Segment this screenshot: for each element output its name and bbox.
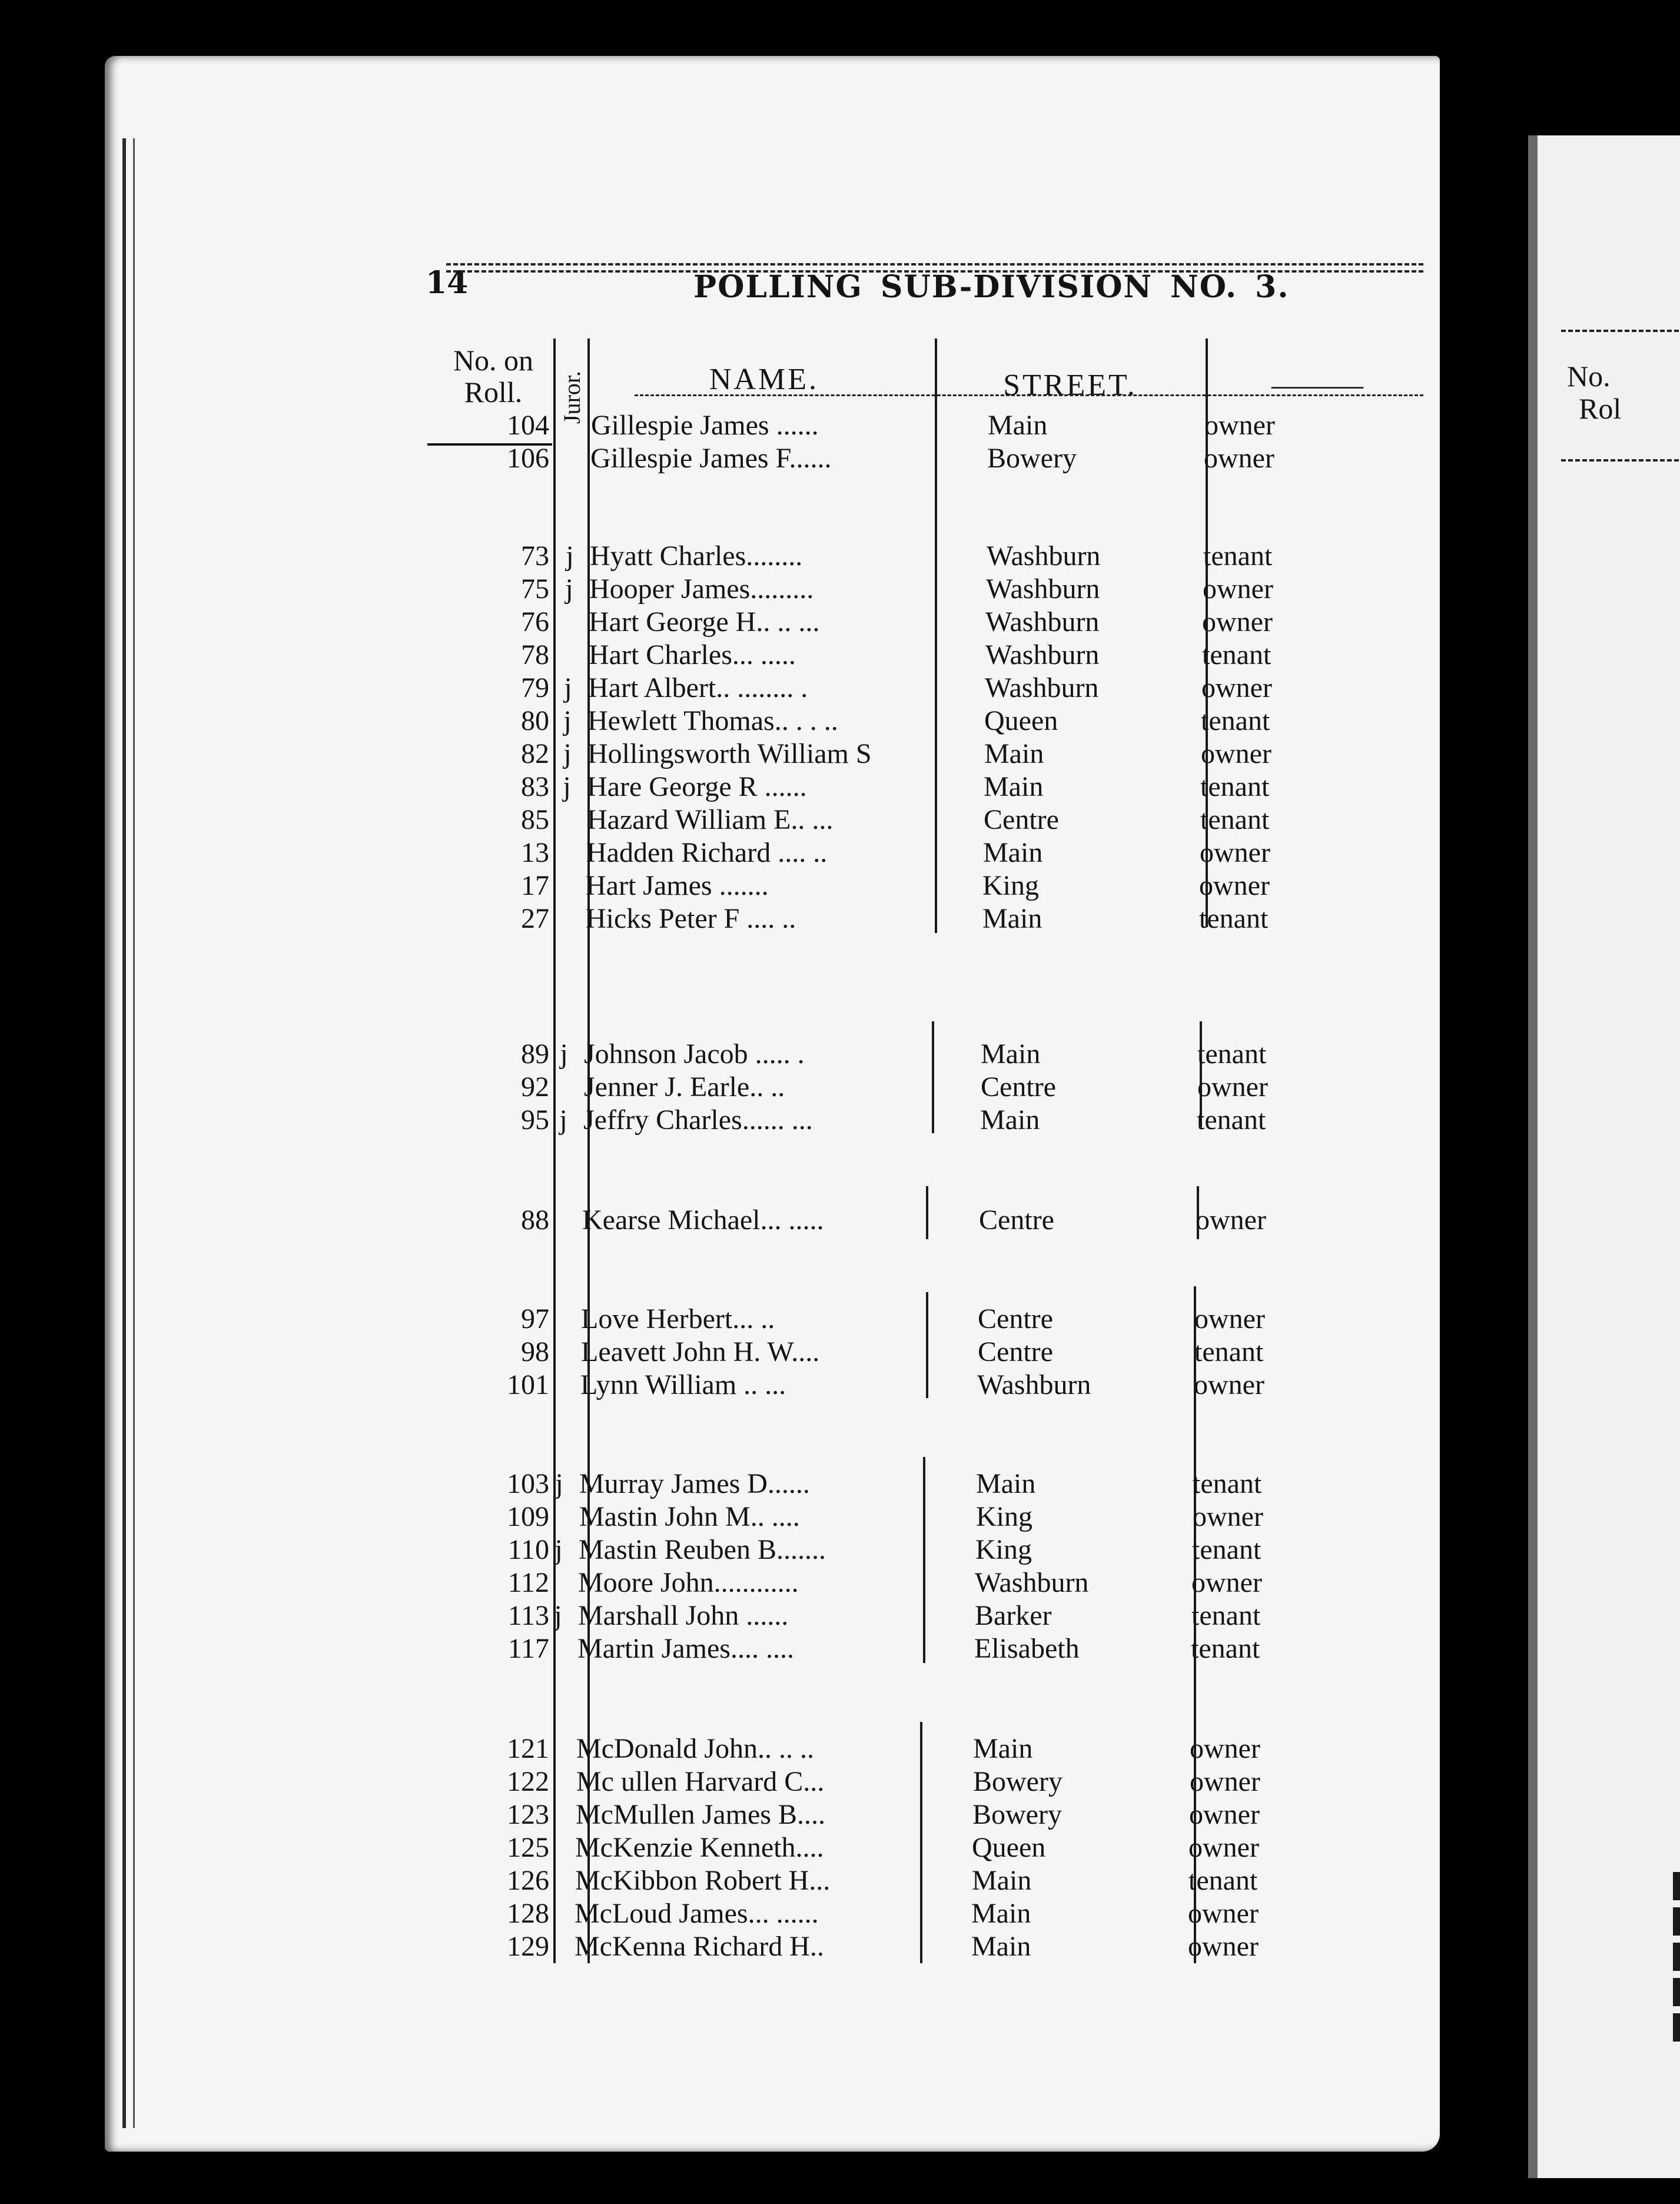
roll-number: 88: [521, 1204, 549, 1236]
roll-number: 103: [507, 1468, 549, 1499]
street-name: Barker: [975, 1600, 1052, 1631]
voter-name: Hart Charles... .....: [589, 639, 796, 671]
street-name: Bowery: [973, 1766, 1063, 1797]
table-row: [105, 442, 1440, 475]
street-name: Elisabeth: [974, 1633, 1080, 1664]
voter-name: Hyatt Charles........: [590, 540, 803, 572]
column-header-name: NAME.: [709, 363, 819, 396]
voter-name: Johnson Jacob ..... .: [584, 1038, 805, 1070]
facing-page-text: No.: [1567, 360, 1611, 393]
voter-name: Hart Albert.. ........ .: [588, 672, 808, 703]
voter-name: Murray James D......: [579, 1468, 810, 1499]
table-row: [105, 869, 1440, 902]
table-row: [105, 1566, 1440, 1599]
juror-mark: j: [564, 672, 572, 703]
table-row: [105, 540, 1440, 573]
street-name: Washburn: [985, 606, 1100, 638]
table-row: [105, 1303, 1440, 1336]
street-name: Main: [971, 1931, 1031, 1962]
street-name: King: [976, 1501, 1032, 1532]
street-name: Bowery: [972, 1799, 1062, 1830]
page-number: 14: [426, 265, 469, 301]
roll-number: 106: [507, 443, 549, 474]
roll-number: 92: [521, 1071, 549, 1103]
roll-number: 17: [521, 870, 549, 901]
juror-mark: j: [554, 1600, 562, 1631]
juror-mark: j: [555, 1534, 563, 1565]
juror-mark: j: [560, 1038, 568, 1070]
tenure-status: tenant: [1193, 1468, 1262, 1499]
tenure-status: owner: [1190, 1733, 1260, 1764]
voter-name: Mastin Reuben B.......: [579, 1534, 826, 1565]
tenure-status: owner: [1204, 410, 1275, 441]
voter-name: Hare George R ......: [587, 771, 807, 802]
street-name: Washburn: [975, 1567, 1089, 1598]
tenure-status: owner: [1196, 1204, 1266, 1236]
tenure-status: tenant: [1197, 1038, 1267, 1070]
juror-mark: j: [563, 738, 572, 769]
roll-number: 104: [507, 410, 549, 441]
table-row: [105, 771, 1440, 804]
table-row: [105, 1765, 1440, 1798]
street-name: Washburn: [977, 1369, 1091, 1400]
voter-name: Lynn William .. ...: [580, 1369, 786, 1400]
tenure-status: tenant: [1203, 540, 1273, 572]
table-row: [105, 573, 1440, 606]
street-name: Main: [981, 1038, 1041, 1070]
table-row: [105, 1732, 1440, 1765]
voter-name: Hicks Peter F .... ..: [586, 903, 796, 934]
roll-number: 97: [521, 1303, 549, 1335]
tenure-status: owner: [1197, 1071, 1268, 1103]
roll-number: 75: [521, 573, 549, 605]
street-name: King: [975, 1534, 1032, 1565]
voter-name: Jenner J. Earle.. ..: [584, 1071, 785, 1103]
street-name: Main: [982, 903, 1042, 934]
voter-name: Jeffry Charles...... ...: [583, 1104, 813, 1136]
column-header-street: STREET.: [1003, 369, 1137, 402]
street-name: Main: [976, 1468, 1036, 1499]
street-name: Centre: [979, 1204, 1054, 1236]
street-name: Queen: [972, 1832, 1046, 1863]
header-rule: [446, 263, 1423, 265]
roll-number: 98: [521, 1336, 549, 1367]
voter-name: Hart James .......: [586, 870, 769, 901]
roll-number: 123: [507, 1799, 549, 1830]
table-row: [105, 1533, 1440, 1566]
voter-name: McDonald John.. .. ..: [576, 1733, 814, 1764]
roll-number: 85: [521, 804, 549, 835]
roll-number: 95: [521, 1104, 549, 1136]
table-row: [105, 1831, 1440, 1864]
roll-number: 101: [507, 1369, 549, 1400]
juror-mark: j: [555, 1468, 563, 1499]
street-name: Queen: [984, 705, 1058, 736]
street-name: Washburn: [985, 672, 1099, 703]
street-name: Main: [980, 1104, 1040, 1136]
facing-page-rule: [1561, 330, 1679, 332]
voter-name: McMullen James B....: [576, 1799, 825, 1830]
facing-page-mark: [1673, 1978, 1680, 2006]
street-name: Main: [988, 410, 1048, 441]
voter-name: Moore John............: [578, 1567, 799, 1598]
facing-page-mark: [1673, 1943, 1680, 1971]
voter-name: McKenzie Kenneth....: [575, 1832, 824, 1863]
street-name: Centre: [978, 1336, 1053, 1367]
header-rule: [446, 270, 1423, 273]
table-row: [105, 1038, 1440, 1071]
voter-name: Hollingsworth William S: [587, 738, 872, 769]
street-name: Bowery: [987, 443, 1077, 474]
column-header-juror: Juror.: [559, 371, 585, 424]
voter-name: McKenna Richard H..: [575, 1931, 824, 1962]
tenure-status: owner: [1201, 672, 1272, 703]
tenure-status: owner: [1193, 1501, 1263, 1532]
roll-number: 109: [507, 1501, 549, 1532]
street-name: Main: [973, 1733, 1033, 1764]
table-row: [105, 1864, 1440, 1897]
table-row: [105, 1798, 1440, 1831]
roll-number: 121: [507, 1733, 549, 1764]
page-title: POLLING SUB-DIVISION NO. 3.: [693, 269, 1290, 305]
street-name: Main: [971, 1898, 1031, 1929]
tenure-status: tenant: [1199, 903, 1269, 934]
tenure-status: owner: [1189, 1799, 1260, 1830]
street-name: Main: [972, 1865, 1032, 1896]
header-rule: [635, 394, 1423, 396]
tenure-status: owner: [1194, 1303, 1265, 1335]
table-row: [105, 837, 1440, 869]
juror-mark: j: [559, 1104, 567, 1136]
roll-number: 113: [507, 1600, 549, 1631]
table-row: [105, 1897, 1440, 1930]
tenure-status: owner: [1191, 1567, 1262, 1598]
ledger-page: [105, 56, 1622, 2152]
voter-name: McKibbon Robert H...: [575, 1865, 831, 1896]
street-name: Centre: [981, 1071, 1056, 1103]
tenure-status: owner: [1200, 837, 1270, 868]
roll-number: 79: [521, 672, 549, 703]
table-row: [105, 1071, 1440, 1104]
roll-number: 128: [507, 1898, 549, 1929]
tenure-status: tenant: [1201, 705, 1270, 736]
tenure-status: owner: [1188, 1931, 1259, 1962]
tenure-status: owner: [1202, 606, 1273, 638]
roll-number: 13: [521, 837, 549, 868]
street-name: Washburn: [985, 639, 1100, 671]
roll-number: 125: [507, 1832, 549, 1863]
table-row: [105, 1930, 1440, 1963]
voter-name: Mc ullen Harvard C...: [576, 1766, 825, 1797]
voter-name: Gillespie James F......: [590, 443, 832, 474]
tenure-status: tenant: [1191, 1600, 1261, 1631]
tenure-status: tenant: [1191, 1633, 1260, 1664]
voter-name: Kearse Michael... .....: [582, 1204, 824, 1236]
roll-number: 110: [507, 1534, 549, 1565]
roll-number: 27: [521, 903, 549, 934]
tenure-status: owner: [1188, 1898, 1259, 1929]
street-name: Washburn: [986, 573, 1100, 605]
column-header-status: ———: [1271, 369, 1363, 402]
voter-name: Leavett John H. W....: [581, 1336, 820, 1367]
voter-name: Hewlett Thomas.. . . ..: [587, 705, 838, 736]
tenure-status: owner: [1203, 573, 1273, 605]
tenure-status: owner: [1204, 443, 1274, 474]
voter-name: Martin James.... ....: [577, 1633, 794, 1664]
street-name: King: [982, 870, 1039, 901]
roll-number: 82: [521, 738, 549, 769]
tenure-status: owner: [1190, 1766, 1260, 1797]
roll-number: 126: [507, 1865, 549, 1896]
facing-page-mark: [1673, 2013, 1680, 2042]
roll-number: 78: [521, 639, 549, 671]
street-name: Centre: [978, 1303, 1053, 1335]
voter-name: Mastin John M.. ....: [579, 1501, 800, 1532]
facing-page-edge: [1528, 135, 1680, 2178]
roll-number: 122: [507, 1766, 549, 1797]
voter-name: McLoud James... ......: [575, 1898, 819, 1929]
table-row: [105, 639, 1440, 672]
table-row: [105, 1501, 1440, 1533]
voter-name: Hooper James.........: [589, 573, 814, 605]
voter-name: Marshall John ......: [578, 1600, 789, 1631]
table-row: [105, 1632, 1440, 1665]
voter-name: Love Herbert... ..: [581, 1303, 775, 1335]
facing-page-text: Rol: [1579, 392, 1622, 425]
voter-name: Hadden Richard .... ..: [586, 837, 828, 868]
table-row: [105, 804, 1440, 837]
tenure-status: tenant: [1200, 771, 1270, 802]
roll-number: 73: [521, 540, 549, 572]
roll-number: 89: [521, 1038, 549, 1070]
roll-number: 112: [507, 1567, 549, 1598]
street-name: Main: [984, 771, 1044, 802]
table-row: [105, 1599, 1440, 1632]
facing-page-mark: [1673, 1872, 1680, 1900]
column-header-roll: No. on Roll.: [453, 344, 534, 409]
table-row: [105, 705, 1440, 738]
juror-mark: j: [566, 540, 574, 572]
tenure-status: owner: [1188, 1832, 1259, 1863]
juror-mark: j: [563, 771, 571, 802]
facing-page-rule: [1561, 459, 1679, 462]
tenure-status: tenant: [1202, 639, 1271, 671]
tenure-status: tenant: [1197, 1104, 1266, 1136]
street-name: Main: [984, 738, 1044, 769]
voter-name: Gillespie James ......: [591, 410, 819, 441]
tenure-status: tenant: [1194, 1336, 1264, 1367]
table-row: [105, 902, 1440, 935]
street-name: Washburn: [987, 540, 1101, 572]
juror-mark: j: [563, 705, 572, 736]
table-row: [105, 606, 1440, 639]
table-row: [105, 1468, 1440, 1501]
table-row: [105, 738, 1440, 771]
table-row: [105, 1104, 1440, 1137]
facing-page-mark: [1673, 1907, 1680, 1936]
roll-number: 76: [521, 606, 549, 638]
street-name: Main: [983, 837, 1043, 868]
roll-number: 80: [521, 705, 549, 736]
roll-number: 117: [507, 1633, 549, 1664]
table-row: [105, 672, 1440, 705]
roll-number: 83: [521, 771, 549, 802]
tenure-status: tenant: [1188, 1865, 1258, 1896]
tenure-status: owner: [1201, 738, 1271, 769]
voter-name: Hart George H.. .. ...: [589, 606, 820, 638]
street-name: Centre: [984, 804, 1059, 835]
roll-number: 129: [507, 1931, 549, 1962]
juror-mark: j: [565, 573, 573, 605]
voter-name: Hazard William E.. ...: [587, 804, 834, 835]
table-row: [105, 1204, 1440, 1237]
tenure-status: tenant: [1200, 804, 1270, 835]
table-row: [105, 409, 1440, 442]
tenure-status: owner: [1199, 870, 1270, 901]
tenure-status: tenant: [1192, 1534, 1261, 1565]
table-row: [105, 1336, 1440, 1369]
table-row: [105, 1369, 1440, 1402]
tenure-status: owner: [1194, 1369, 1264, 1400]
